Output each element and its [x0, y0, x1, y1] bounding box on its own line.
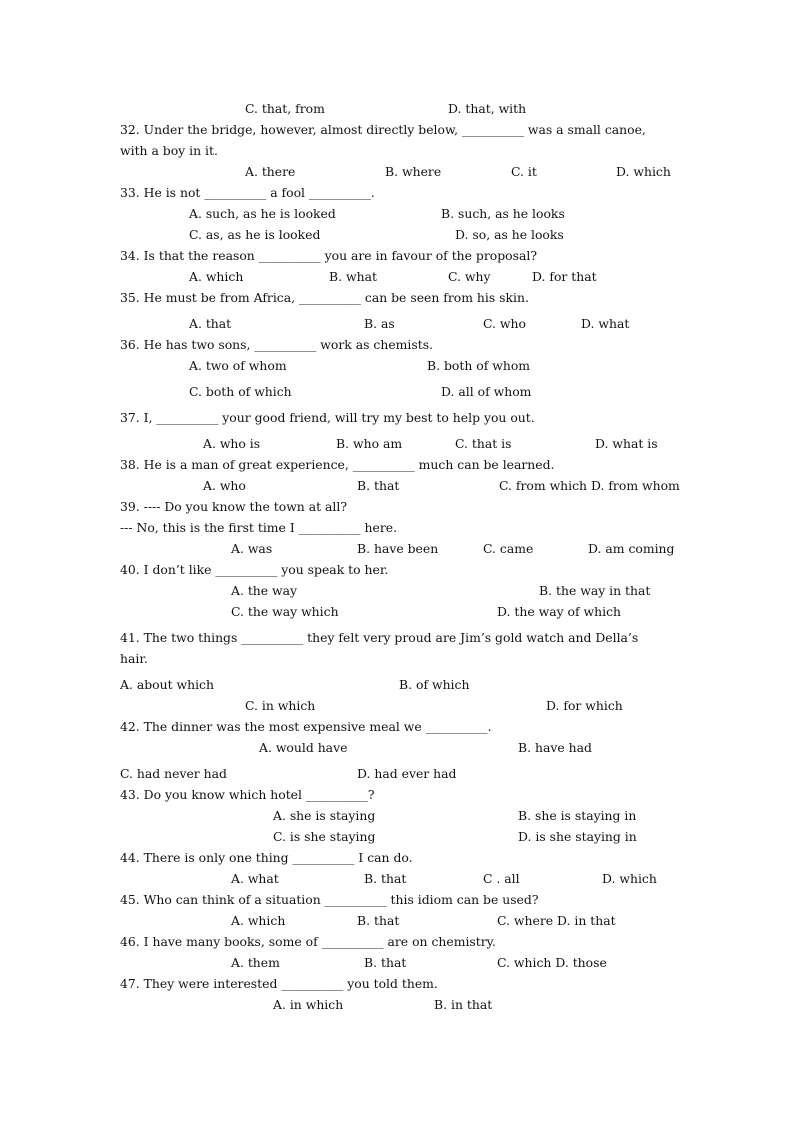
q34-stem: 34. Is that the reason __________ you are in favour of the proposal?	[120, 248, 537, 263]
q39-option-c: C. came	[483, 541, 534, 556]
q33-option-c: C. as, as he is looked	[189, 227, 321, 242]
q43-stem: 43. Do you know which hotel __________?	[120, 787, 375, 802]
q44-option-b: B. that	[364, 871, 407, 886]
q47-option-a: A. in which	[273, 997, 344, 1012]
q34-option-d: D. for that	[532, 269, 597, 284]
q34-option-b: B. what	[329, 269, 377, 284]
q43-option-b: B. she is staying in	[518, 808, 637, 823]
q40-option-a: A. the way	[231, 583, 298, 598]
q37-option-a: A. who is	[203, 436, 261, 451]
q41-option-a: A. about which	[120, 677, 214, 692]
q39-option-d: D. am coming	[588, 541, 675, 556]
q39-stem-line-1: 39. ---- Do you know the town at all?	[120, 499, 347, 514]
q40-option-c: C. the way which	[231, 604, 339, 619]
q39-option-a: A. was	[231, 541, 273, 556]
q44-stem: 44. There is only one thing __________ I can do.	[120, 850, 413, 865]
q42-option-b: B. have had	[518, 740, 592, 755]
q44-option-d: D. which	[602, 871, 657, 886]
q36-option-d: D. all of whom	[441, 384, 532, 399]
q32-stem-line-1: 32. Under the bridge, however, almost directly below, __________ was a small canoe,	[120, 122, 646, 137]
q34-option-c: C. why	[448, 269, 491, 284]
q40-stem: 40. I don’t like __________ you speak to her.	[120, 562, 389, 577]
q41-stem-line-1: 41. The two things __________ they felt very proud are Jim’s gold watch and Della’s	[120, 630, 639, 645]
q31-option-c: C. that, from	[245, 101, 325, 116]
q37-option-d: D. what is	[595, 436, 658, 451]
q32-stem-line-2: with a boy in it.	[120, 143, 218, 158]
q45-stem: 45. Who can think of a situation __________ this idiom can be used?	[120, 892, 539, 907]
q35-option-d: D. what	[581, 316, 630, 331]
q36-option-b: B. both of whom	[427, 358, 531, 373]
q43-option-c: C. is she staying	[273, 829, 376, 844]
q46-options-c-d: C. which D. those	[497, 955, 607, 970]
q46-option-b: B. that	[364, 955, 407, 970]
q35-option-b: B. as	[364, 316, 395, 331]
q33-option-b: B. such, as he looks	[441, 206, 565, 221]
q35-option-c: C. who	[483, 316, 526, 331]
q37-stem: 37. I, __________ your good friend, will try my best to help you out.	[120, 410, 535, 425]
q45-option-a: A. which	[231, 913, 286, 928]
q34-option-a: A. which	[189, 269, 244, 284]
q43-option-d: D. is she staying in	[518, 829, 637, 844]
q42-option-d: D. had ever had	[357, 766, 457, 781]
q36-stem: 36. He has two sons, __________ work as chemists.	[120, 337, 434, 352]
q46-stem: 46. I have many books, some of __________ are on chemistry.	[120, 934, 496, 949]
q33-option-d: D. so, as he looks	[455, 227, 564, 242]
q45-options-c-d: C. where D. in that	[497, 913, 616, 928]
q31-option-d: D. that, with	[448, 101, 527, 116]
q41-option-d: D. for which	[546, 698, 623, 713]
q44-option-c: C . all	[483, 871, 520, 886]
q35-option-a: A. that	[189, 316, 232, 331]
q44-option-a: A. what	[231, 871, 279, 886]
q39-stem-line-2: --- No, this is the first time I __________ here.	[120, 520, 398, 535]
q38-option-b: B. that	[357, 478, 400, 493]
q36-option-c: C. both of which	[189, 384, 292, 399]
q41-option-b: B. of which	[399, 677, 470, 692]
q36-option-a: A. two of whom	[189, 358, 287, 373]
q40-option-d: D. the way of which	[497, 604, 621, 619]
q41-option-c: C. in which	[245, 698, 316, 713]
q41-stem-line-2: hair.	[120, 651, 148, 666]
q35-stem: 35. He must be from Africa, __________ can be seen from his skin.	[120, 290, 529, 305]
q40-option-b: B. the way in that	[539, 583, 651, 598]
q45-option-b: B. that	[357, 913, 400, 928]
q37-option-b: B. who am	[336, 436, 403, 451]
q37-option-c: C. that is	[455, 436, 512, 451]
q46-option-a: A. them	[231, 955, 280, 970]
q32-option-c: C. it	[511, 164, 537, 179]
q38-option-a: A. who	[203, 478, 246, 493]
q38-stem: 38. He is a man of great experience, __________ much can be learned.	[120, 457, 555, 472]
q47-option-b: B. in that	[434, 997, 493, 1012]
q47-stem: 47. They were interested __________ you told them.	[120, 976, 438, 991]
q33-option-a: A. such, as he is looked	[189, 206, 336, 221]
q42-option-c: C. had never had	[120, 766, 227, 781]
q42-option-a: A. would have	[259, 740, 348, 755]
q32-option-a: A. there	[245, 164, 296, 179]
q42-stem: 42. The dinner was the most expensive meal we __________.	[120, 719, 492, 734]
q32-option-d: D. which	[616, 164, 671, 179]
q38-options-c-d: C. from which D. from whom	[499, 478, 680, 493]
q43-option-a: A. she is staying	[273, 808, 376, 823]
q33-stem: 33. He is not __________ a fool __________.	[120, 185, 375, 200]
q39-option-b: B. have been	[357, 541, 439, 556]
q32-option-b: B. where	[385, 164, 442, 179]
